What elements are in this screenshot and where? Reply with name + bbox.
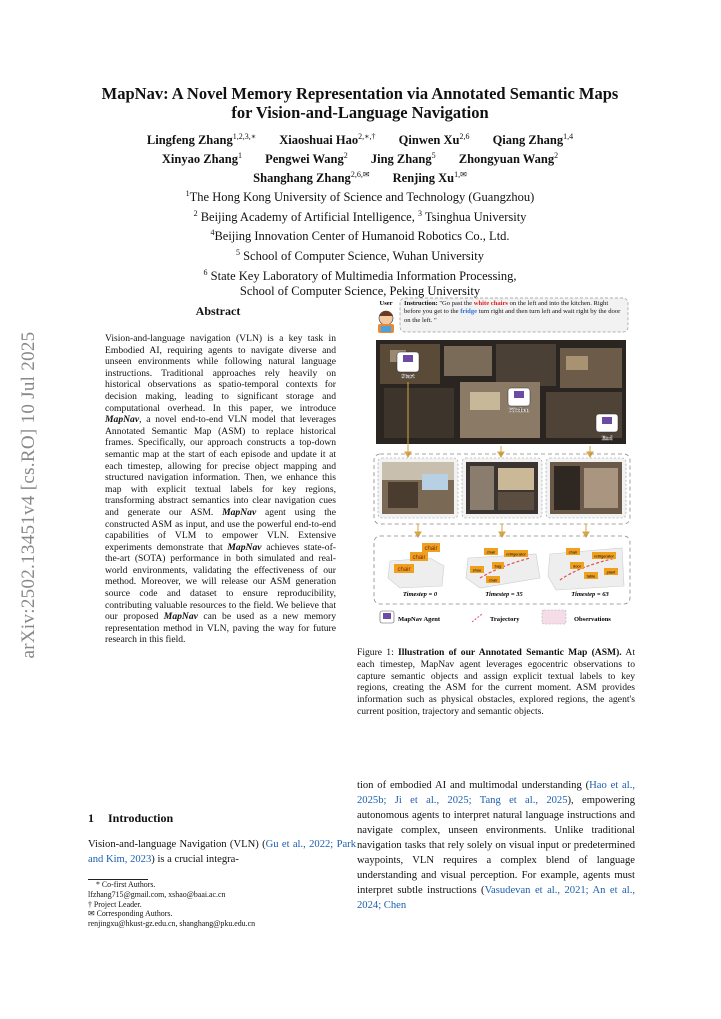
citation-link[interactable]: Gu et al., 2022; Park and Kim, 2023 xyxy=(88,839,356,865)
author: Qinwen Xu$^{2,6}$ xyxy=(398,132,470,148)
footnote: † Project Leader. xyxy=(88,899,142,909)
affiliation: $^1$The Hong Kong University of Science and Technology (Guangzhou) xyxy=(185,189,535,205)
asm-map-3 xyxy=(548,548,624,590)
section-heading-introduction: 1 Introduction xyxy=(88,811,174,825)
abstract-heading: Abstract xyxy=(195,304,241,318)
footnote: * Co-first Authors. xyxy=(96,880,156,889)
flow-arrows-2 xyxy=(415,524,589,537)
trajectory-swatch xyxy=(472,614,482,622)
timestep-label: Timestep = 63 xyxy=(571,591,609,598)
asm-label: chair xyxy=(424,546,438,552)
kitchen-label: Kitchen xyxy=(508,408,530,414)
affiliation: $^5$ School of Computer Science, Wuhan University xyxy=(235,247,484,264)
author: Lingfeng Zhang$^{1,2,3,∗}$ xyxy=(146,132,257,148)
end-label: End xyxy=(601,436,613,442)
figure-1-caption: Figure 1: Illustration of our Annotated Semantic Map (ASM). At each timestep, MapNav agent leverages egocentric observations to capture semantic objects and assign explicit textual labels to key regions, creating the ASM for the current moment. ASM provides information such as physical obstacles, explored regions, the agent's current position, trajectory and semantic objects. xyxy=(357,647,635,717)
legend-agent-label: MapNav Agent xyxy=(398,616,441,623)
end-pin-icon xyxy=(596,414,618,432)
instruction-text-box: Instruction: "Go past the white chairs on the left and into the kitchen. Right before you get to the fridge turn right and then turn left and wait right by the door on the left. " xyxy=(404,300,621,324)
observation-frame-1 xyxy=(378,458,458,518)
author: Jing Zhang$^5$ xyxy=(370,151,436,167)
asm-label: chair xyxy=(397,567,411,573)
affiliation: School of Computer Science, Peking University xyxy=(239,284,481,299)
asm-label: refrigerator xyxy=(506,551,526,557)
agent-icon xyxy=(380,611,394,623)
asm-label: door xyxy=(572,563,582,569)
observations-swatch xyxy=(542,610,566,624)
asm-label: chair xyxy=(568,549,578,555)
timestep-label: Timestep = 35 xyxy=(485,591,523,598)
asm-label: plant xyxy=(606,569,616,575)
observation-frame-2 xyxy=(462,458,542,518)
intro-paragraph: Vision-and-language Navigation (VLN) (Gu et al., 2022; Park and Kim, 2023) is a crucial integra- xyxy=(88,839,356,865)
user-avatar-icon xyxy=(378,311,394,333)
author: Shanghang Zhang$^{2,6,✉}$ xyxy=(253,170,370,186)
asm-label: chair xyxy=(486,549,496,555)
author: Renjing $Xu^{1,✉}$ xyxy=(392,170,467,186)
affiliation: $^2$ Beijing Academy of Artificial Intelligence, $^3$ Tsinghua University xyxy=(193,208,527,224)
legend-observations-label: Observations xyxy=(574,616,611,623)
affiliation: $^6$ State Key Laboratory of Multimedia Information Processing, xyxy=(203,267,517,283)
arxiv-id-text: arXiv:2502.13451v4 [cs.RO] 10 Jul 2025 xyxy=(18,331,39,659)
user-label: User xyxy=(379,300,393,307)
start-label: Start xyxy=(401,374,415,380)
abstract-body: Vision-and-language navigation (VLN) is a key task in Embodied AI, requiring agents to navigate diverse and unseen environments while following natural language instructions. Traditional approaches rely heavily on historical observations as spatio-temporal contexts for decision making, leading to significant storage and computational overhead. In this paper, we introduce MapNav, a novel end-to-end VLN model that leverages Annotated Semantic Map (ASM) to replace historical frames. Specifically, our approach constructs a top-down semantic map at the start of each episode and update it at each timestep, allowing for precise object mapping and structured navigation information. Then, we enhance this map with explicit textual labels for key regions, transforming abstract semantics into clear navigation cues and generate our ASM. MapNav agent using the constructed ASM as input, and use the powerful end-to-end capabilities of VLM to empower VLN. Extensive experiments demonstrate that MapNav achieves state-of-the-art (SOTA) performance in both simulated and real-world environments, validating the effectiveness of our method. Moreover, we will release our ASM generation source code and dataset to ensure reproducibility, contributing valuable resources to the field. We believe that our proposed MapNav can be used as a new memory representation method in VLN, paving the way for future research in this field. xyxy=(105,333,336,646)
legend-trajectory-label: Trajectory xyxy=(490,616,520,623)
kitchen-pin-icon xyxy=(508,388,530,406)
author: Zhongyuan Wang$^2$ xyxy=(458,151,559,167)
figure-1 xyxy=(370,296,635,632)
asm-label: table xyxy=(586,573,596,579)
title-line-2: for Vision-and-Language Navigation xyxy=(231,103,489,122)
asm-label: shoe xyxy=(472,567,482,573)
footnote: lfzhang715@gmail.com, xshao@baai.ac.cn xyxy=(88,889,226,899)
affiliations xyxy=(60,186,660,300)
asm-map-1 xyxy=(388,543,444,588)
asm-label: bag xyxy=(494,563,502,569)
right-column-paragraph: tion of embodied AI and multimodal understanding (Hao et al., 2025b; Ji et al., 2025; Tang et al., 2025), empowering autonomous agents to interpret natural language instructions and navigate complex, unseen environments. Unlike traditional navigation tasks that rely solely on visual input or predetermined waypoints, VLN requires a complex blend of language understanding and visual perception. For example, agents must interpret subtle instructions (Vasudevan et al., 2021; An et al., 2024; Chen xyxy=(357,780,635,911)
asm-label: chair xyxy=(488,577,498,583)
legend xyxy=(380,610,611,624)
timestep-label: Timestep = 0 xyxy=(402,591,438,598)
author: Qiang Zhang$^{1,4}$ xyxy=(492,132,574,148)
citation-link[interactable]: Vasudevan et al., 2021; An et al., 2024; Chen xyxy=(357,885,635,911)
asm-label: chair xyxy=(412,555,426,561)
asm-label: refrigerator xyxy=(594,553,614,559)
footnote: renjingxu@hkust-gz.edu.cn, shanghang@pku.edu.cn xyxy=(88,919,256,929)
footnotes xyxy=(88,880,358,929)
observation-frame-3 xyxy=(546,458,626,518)
arxiv-side-label xyxy=(14,300,44,690)
author: Xiaoshuai Hao$^{2,∗,\dagger}$ xyxy=(279,132,376,148)
title-line-1: MapNav: A Novel Memory Representation via Annotated Semantic Maps xyxy=(101,84,619,103)
start-pin-icon xyxy=(397,352,419,372)
affiliation: $^4$Beijing Innovation Center of Humanoid Robotics Co., Ltd. xyxy=(210,228,510,244)
footnote: ✉ Corresponding Authors. xyxy=(88,909,173,919)
author: Xinyao Zhang$^1$ xyxy=(161,151,242,167)
author-list xyxy=(60,129,660,186)
citation-link[interactable]: Hao et al., 2025b; Ji et al., 2025; Tang et al., 2025 xyxy=(357,780,635,806)
paper-title xyxy=(60,84,660,122)
author: Pengwei Wang$^2$ xyxy=(265,151,348,167)
asm-map-2 xyxy=(466,548,540,588)
